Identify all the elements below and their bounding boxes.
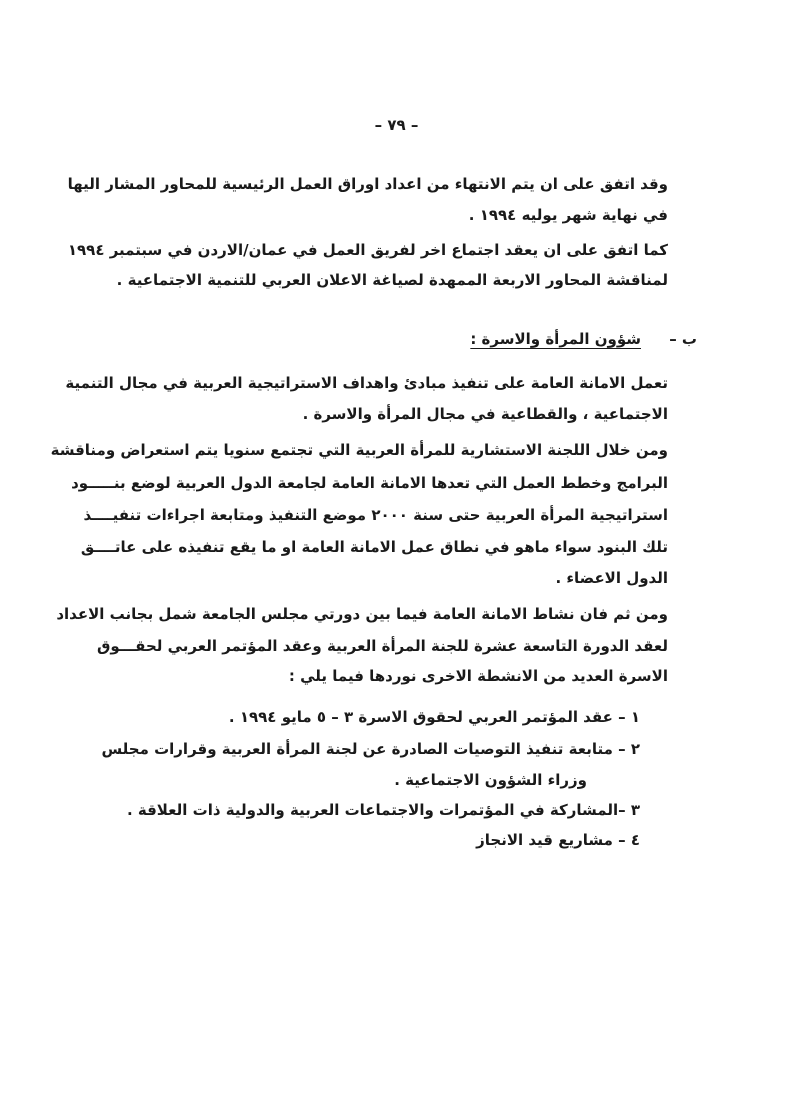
list-item-2-line-1: ٢ – متابعة تنفيذ التوصيات الصادرة عن لجنة المرأة العربية وقرارات مجلس — [101, 740, 640, 758]
paragraph-4-line-2: البرامج وخطط العمل التي تعدها الامانة العامة لجامعة الدول العربية لوضع بنـــــود — [71, 474, 668, 492]
section-heading: شؤون المرأة والاسرة : — [470, 330, 641, 348]
paragraph-5-line-2: لعقد الدورة التاسعة عشرة للجنة المرأة العربية وعقد المؤتمر العربي لحقـــوق — [96, 637, 668, 655]
paragraph-2-line-2: لمناقشة المحاور الاربعة الممهدة لصياغة الاعلان العربي للتنمية الاجتماعية . — [116, 271, 668, 289]
paragraph-1-line-1: وقد اتفق على ان يتم الانتهاء من اعداد اوراق العمل الرئيسية للمحاور المشار اليها — [67, 175, 668, 193]
paragraph-3-line-1: تعمل الامانة العامة على تنفيذ مبادئ واهداف الاستراتيجية العربية في مجال التنمية — [65, 374, 668, 392]
list-item-1: ١ – عقد المؤتمر العربي لحقوق الاسرة ٣ – ٥ مايو ١٩٩٤ . — [228, 708, 640, 726]
paragraph-4-line-5: الدول الاعضاء . — [555, 569, 668, 587]
list-item-4: ٤ – مشاريع قيد الانجاز — [476, 831, 640, 849]
paragraph-5-line-1: ومن ثم فان نشاط الامانة العامة فيما بين دورتي مجلس الجامعة شمل بجانب الاعداد — [56, 605, 668, 623]
paragraph-4-line-3: استراتيجية المرأة العربية حتى سنة ٢٠٠٠ موضع التنفيذ ومتابعة اجراءات تنفيــــذ — [83, 506, 668, 524]
paragraph-5-line-3: الاسرة العديد من الانشطة الاخرى نوردها فيما يلي : — [288, 667, 668, 685]
paragraph-4-line-4: تلك البنود سواء ماهو في نطاق عمل الامانة العامة او ما يقع تنفيذه على عاتــــق — [80, 538, 668, 556]
paragraph-2-line-1: كما اتفق على ان يعقد اجتماع اخر لفريق العمل في عمان/الاردن في سبتمبر ١٩٩٤ — [67, 241, 668, 259]
list-item-3: ٣ –المشاركة في المؤتمرات والاجتماعات العربية والدولية ذات العلاقة . — [126, 801, 640, 819]
paragraph-4-line-1: ومن خلال اللجنة الاستشارية للمرأة العربية التي تجتمع سنويا يتم استعراض ومناقشة — [50, 441, 668, 459]
section-marker: ب – — [669, 330, 697, 348]
list-item-2-line-2: وزراء الشؤون الاجتماعية . — [394, 771, 587, 789]
paragraph-1-line-2: في نهاية شهر يوليه ١٩٩٤ . — [468, 206, 668, 224]
paragraph-3-line-2: الاجتماعية ، والقطاعية في مجال المرأة والاسرة . — [302, 405, 668, 423]
page-number: – ٧٩ – — [374, 116, 419, 134]
